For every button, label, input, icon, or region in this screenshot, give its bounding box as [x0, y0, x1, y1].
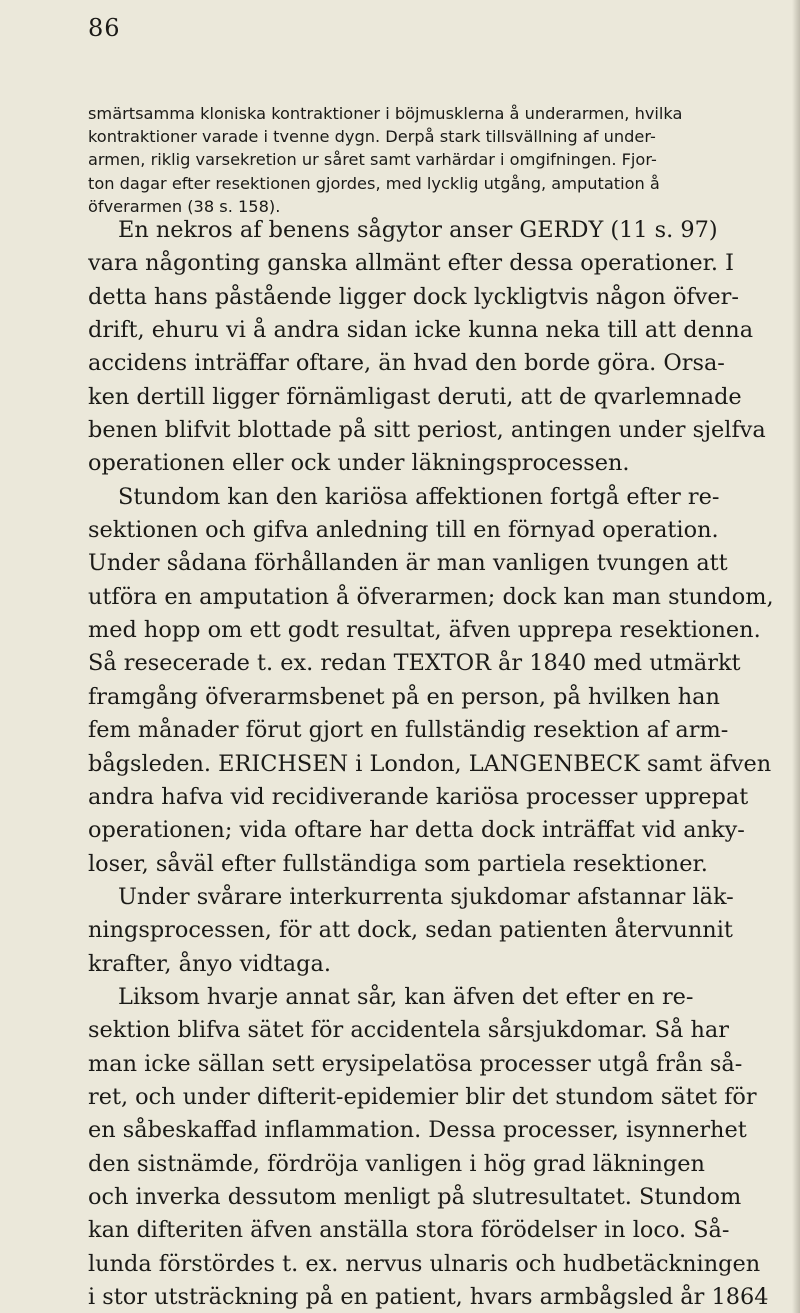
text-line: Under svårare interkurrenta sjukdomar afstannar läk-: [118, 883, 734, 910]
text-line: framgång öfverarmsbenet på en person, på hvilken han: [88, 683, 720, 710]
text-line: Så resecerade t. ex. redan TEXTOR år 1840 med utmärkt: [88, 650, 741, 677]
text-line: Stundom kan den kariösa affektionen fortgå efter re-: [118, 483, 720, 510]
text-line: detta hans påstående ligger dock lyckligtvis någon öfver-: [88, 283, 739, 310]
text-line: Under sådana förhållanden är man vanligen tvungen att: [88, 550, 728, 577]
text-line: i stor utsträckning på en patient, hvars armbågsled år 1864: [88, 1284, 769, 1310]
text-line: öfverarmen (38 s. 158).: [88, 196, 281, 216]
text-line: sektion blifva sätet för accidentela sårsjukdomar. Så har: [88, 1017, 729, 1044]
text-line: vara någonting ganska allmänt efter dessa operationer. I: [88, 250, 735, 277]
text-line: ton dagar efter resektionen gjordes, med lycklig utgång, amputation å: [88, 173, 660, 193]
text-line: operationen; vida oftare har detta dock inträffat vid anky-: [88, 817, 745, 844]
text-line: bågsleden. ERICHSEN i London, LANGENBECK samt äfven: [88, 750, 772, 777]
text-line: med hopp om ett godt resultat, äfven upprepa resektionen.: [88, 617, 761, 644]
page-number: 86: [88, 14, 121, 42]
text-line: sektionen och gifva anledning till en förnyad operation.: [88, 517, 719, 544]
small-print-paragraph: [88, 102, 794, 218]
text-line: En nekros af benens sågytor anser GERDY (11 s. 97): [118, 217, 718, 243]
text-line: kontraktioner varade i tvenne dygn. Derpå stark tillsvällning af under-: [88, 127, 656, 147]
text-line: Liksom hvarje annat sår, kan äfven det efter en re-: [118, 983, 694, 1010]
text-line: drift, ehuru vi å andra sidan icke kunna neka till att denna: [88, 317, 754, 344]
text-line: lunda förstördes t. ex. nervus ulnaris och hudbetäckningen: [88, 1250, 761, 1277]
text-line: smärtsamma kloniska kontraktioner i böjmusklerna å underarmen, hvilka: [88, 104, 683, 123]
text-line: den sistnämde, fördröja vanligen i hög grad läkningen: [88, 1150, 705, 1177]
text-line: kan difteriten äfven anställa stora förödelser in loco. Så-: [88, 1217, 730, 1244]
text-line: loser, såväl efter fullständiga som partiela resektioner.: [88, 850, 708, 877]
text-line: armen, riklig varsekretion ur såret samt varhärdar i omgifningen. Fjor-: [88, 150, 657, 170]
main-text: [88, 214, 798, 1313]
text-line: accidens inträffar oftare, än hvad den borde göra. Orsa-: [88, 350, 725, 377]
text-line: benen blifvit blottade på sitt periost, antingen under sjelfva: [88, 417, 766, 444]
text-line: ret, och under difterit-epidemier blir det stundom sätet för: [88, 1083, 757, 1110]
text-line: andra hafva vid recidiverande kariösa processer upprepat: [88, 783, 749, 810]
text-line: ken dertill ligger förnämligast deruti, att de qvarlemnade: [88, 383, 742, 410]
text-line: och inverka dessutom menligt på slutresultatet. Stundom: [88, 1183, 742, 1210]
text-line: man icke sällan sett erysipelatösa processer utgå från så-: [88, 1050, 743, 1077]
text-line: fem månader förut gjort en fullständig resektion af arm-: [88, 717, 729, 744]
text-line: utföra en amputation å öfverarmen; dock kan man stundom,: [88, 583, 774, 610]
text-line: krafter, ånyo vidtaga.: [88, 950, 331, 977]
text-line: ningsprocessen, för att dock, sedan patienten återvunnit: [88, 917, 733, 944]
text-line: en såbeskaffad inflammation. Dessa processer, isynnerhet: [88, 1117, 747, 1144]
page-edge-shadow: [792, 0, 800, 1313]
text-line: operationen eller ock under läkningsprocessen.: [88, 450, 630, 477]
